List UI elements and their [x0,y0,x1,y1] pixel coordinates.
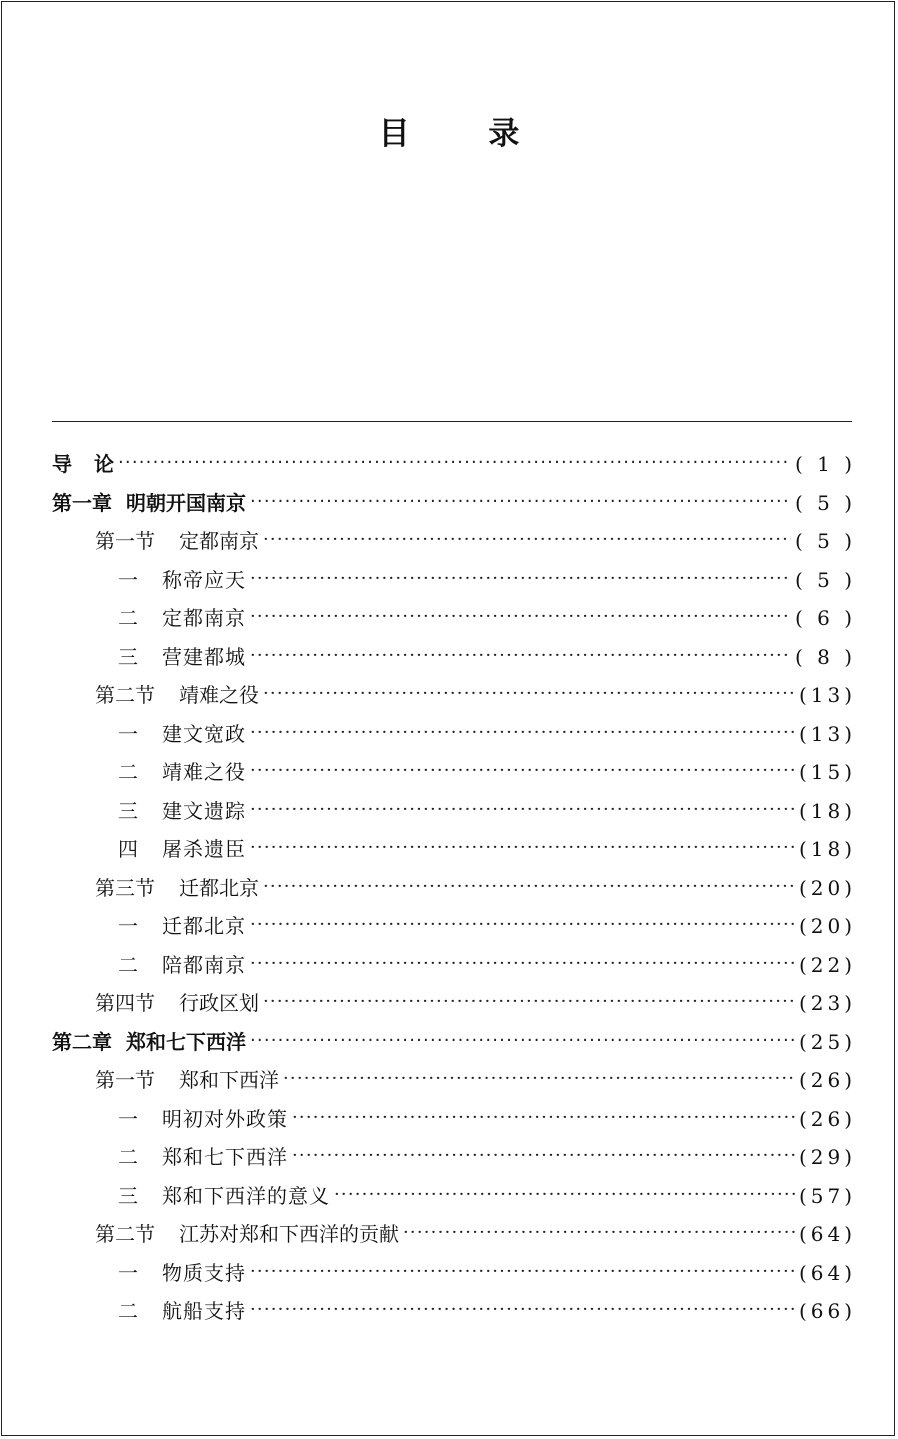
dot-leader [250,801,795,821]
toc-entry-title: 营建都城 [162,644,246,669]
toc-page-number: ( 6 ) [794,606,856,631]
toc-section-entry[interactable] [52,869,856,908]
toc-page-number: (20) [798,875,856,900]
toc-entry-title: 陪都南京 [162,952,246,977]
toc-section-entry[interactable] [52,984,856,1023]
toc-entry-title: 明初对外政策 [162,1106,288,1131]
dot-leader [263,531,791,551]
toc-subsection-entry[interactable] [52,638,856,677]
toc-entry-title: 物质支持 [162,1260,246,1285]
toc-chapter-entry[interactable] [52,1023,856,1062]
toc-entry-number: 一 [118,567,138,592]
dot-leader [263,878,795,898]
toc-page-number: (64) [798,1260,856,1285]
toc-subsection-entry[interactable] [52,715,856,754]
toc-page-number: (23) [798,991,856,1016]
toc-chapter-entry[interactable] [52,445,856,484]
toc-page-number: (13) [798,721,856,746]
toc-entry-title: 郑和七下西洋 [126,1029,246,1054]
toc-entry-number: 第一节 [95,529,155,554]
toc-entry-number: 第二章 [52,1029,112,1054]
dot-leader [250,916,795,936]
toc-entry-number: 一 [118,721,138,746]
toc-entry-number: 导 [52,452,72,477]
toc-entry-number: 第一节 [95,1068,155,1093]
toc-page-number: (29) [798,1145,856,1170]
toc-entry-title: 行政区划 [179,991,259,1016]
toc-entry-number: 第四节 [95,991,155,1016]
toc-entry-number: 一 [118,914,138,939]
toc-entry-title: 论 [94,452,114,477]
toc-entry-title: 靖难之役 [162,760,246,785]
toc-entry-title: 迁都北京 [162,914,246,939]
toc-page-number: ( 1 ) [794,452,856,477]
toc-entry-number: 三 [118,798,138,823]
toc-section-entry[interactable] [52,522,856,561]
toc-entry-number: 二 [118,952,138,977]
toc-entry-title: 定都南京 [162,606,246,631]
dot-leader [263,685,795,705]
dot-leader [283,1070,795,1090]
toc-entry-title: 迁都北京 [179,875,259,900]
toc-entry-title: 郑和七下西洋 [162,1145,288,1170]
dot-leader [250,1263,795,1283]
toc-entry-number: 第二节 [95,683,155,708]
toc-section-entry[interactable] [52,1061,856,1100]
dot-leader [250,647,791,667]
dot-leader [250,762,795,782]
toc-entry-number: 二 [118,1299,138,1324]
toc-entry-number: 二 [118,1145,138,1170]
toc-entry-title: 建文遗踪 [162,798,246,823]
toc-subsection-entry[interactable] [52,1177,856,1216]
toc-subsection-entry[interactable] [52,1100,856,1139]
page-title: 目 录 [378,116,554,152]
dot-leader [292,1147,795,1167]
dot-leader [250,1032,795,1052]
toc-page-number: (13) [798,683,856,708]
toc-page-number: (25) [798,1029,856,1054]
toc-entry-number: 一 [118,1260,138,1285]
toc-entry-title: 定都南京 [179,529,259,554]
dot-leader [250,493,791,513]
toc-page-number: (26) [798,1068,856,1093]
toc-page-number: (15) [798,760,856,785]
toc-page-number: (26) [798,1106,856,1131]
toc-entry-title: 靖难之役 [179,683,259,708]
toc-page-number: ( 5 ) [794,567,856,592]
toc-page-number: ( 5 ) [794,490,856,515]
dot-leader [334,1186,795,1206]
dot-leader [250,724,795,744]
toc-subsection-entry[interactable] [52,561,856,600]
toc-page-number: (22) [798,952,856,977]
dot-leader [263,993,795,1013]
dot-leader [250,608,791,628]
dot-leader [250,1301,795,1321]
toc-entry-title: 郑和下西洋的意义 [162,1183,330,1208]
toc-page-number: (57) [798,1183,856,1208]
toc-subsection-entry[interactable] [52,1254,856,1293]
toc-subsection-entry[interactable] [52,907,856,946]
table-of-contents [52,445,856,1331]
toc-entry-number: 第一章 [52,490,112,515]
title-divider [52,421,852,422]
toc-entry-number: 二 [118,606,138,631]
toc-section-entry[interactable] [52,1215,856,1254]
toc-subsection-entry[interactable] [52,792,856,831]
dot-leader [250,955,795,975]
toc-entry-number: 三 [118,1183,138,1208]
toc-entry-number: 一 [118,1106,138,1131]
toc-page-number: ( 8 ) [794,644,856,669]
toc-chapter-entry[interactable] [52,484,856,523]
toc-entry-number: 第三节 [95,875,155,900]
toc-entry-title: 屠杀遗臣 [162,837,246,862]
dot-leader [292,1109,795,1129]
toc-entry-number: 二 [118,760,138,785]
toc-entry-title: 建文宽政 [162,721,246,746]
dot-leader [250,839,795,859]
dot-leader [250,570,791,590]
toc-entry-number: 三 [118,644,138,669]
toc-subsection-entry[interactable] [52,599,856,638]
toc-page-number: (18) [798,837,856,862]
toc-subsection-entry[interactable] [52,946,856,985]
toc-page-number: (20) [798,914,856,939]
toc-subsection-entry[interactable] [52,830,856,869]
toc-entry-title: 江苏对郑和下西洋的贡献 [179,1222,399,1247]
toc-page-number: (66) [798,1299,856,1324]
toc-subsection-entry[interactable] [52,1292,856,1331]
toc-page-number: (18) [798,798,856,823]
toc-section-entry[interactable] [52,676,856,715]
toc-entry-title: 航船支持 [162,1299,246,1324]
toc-subsection-entry[interactable] [52,753,856,792]
dot-leader [118,454,791,474]
toc-subsection-entry[interactable] [52,1138,856,1177]
toc-entry-title: 明朝开国南京 [126,490,246,515]
toc-page-number: (64) [798,1222,856,1247]
toc-entry-title: 称帝应天 [162,567,246,592]
toc-entry-title: 郑和下西洋 [179,1068,279,1093]
toc-entry-number: 四 [118,837,138,862]
toc-entry-number: 第二节 [95,1222,155,1247]
dot-leader [403,1224,795,1244]
toc-page-number: ( 5 ) [794,529,856,554]
